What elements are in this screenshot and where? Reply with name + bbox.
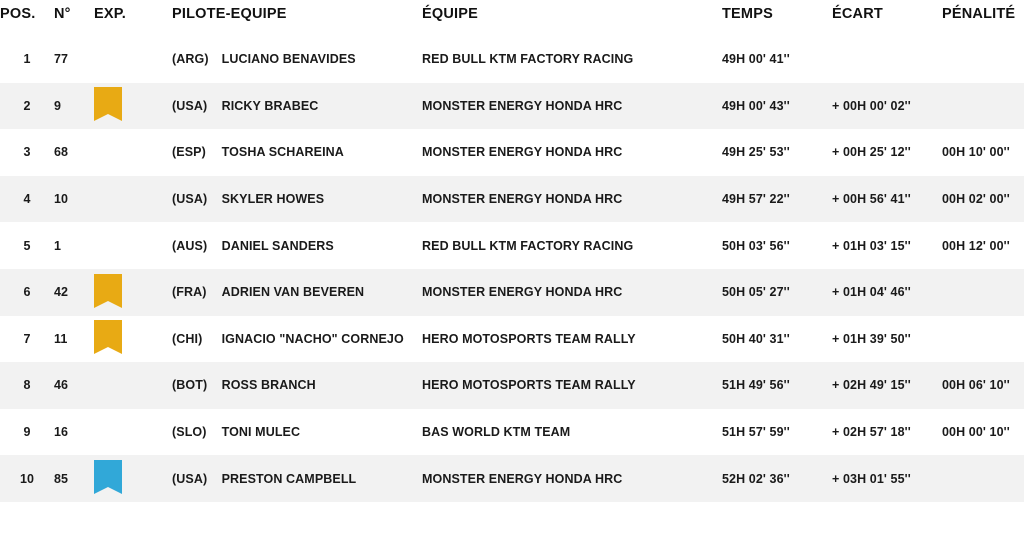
pilot-country-code: (ESP): [172, 145, 206, 160]
pilot-country-code: (AUS): [172, 238, 208, 253]
exp-flag-icon: [94, 87, 122, 121]
cell-gap: + 01H 03' 15'': [832, 238, 911, 253]
pilot-country-code: (FRA): [172, 285, 207, 300]
cell-exp: [94, 455, 172, 502]
cell-position: 4: [23, 192, 31, 207]
cell-team: MONSTER ENERGY HONDA HRC: [422, 471, 623, 486]
cell-penalty: 00H 02' 00'': [942, 192, 1010, 207]
cell-pilot: [172, 455, 422, 502]
pilot-country-code: (BOT): [172, 378, 208, 393]
pilot-name: IGNACIO "NACHO" CORNEJO: [221, 331, 404, 346]
column-header-time: TEMPS: [722, 6, 773, 22]
pilot-country-code: (USA): [172, 471, 208, 486]
cell-time: 50H 03' 56'': [722, 238, 790, 253]
pilot-name: LUCIANO BENAVIDES: [221, 52, 356, 67]
cell-team: RED BULL KTM FACTORY RACING: [422, 238, 634, 253]
cell-position: 8: [23, 378, 31, 393]
cell-number: 68: [54, 145, 69, 160]
cell-team: HERO MOTOSPORTS TEAM RALLY: [422, 378, 636, 393]
cell-pilot: [172, 316, 422, 363]
cell-pilot: [172, 129, 422, 176]
cell-position: 5: [23, 238, 31, 253]
cell-exp: [94, 316, 172, 363]
cell-pilot: [172, 222, 422, 269]
cell-penalty: 00H 12' 00'': [942, 238, 1010, 253]
cell-exp: [94, 362, 172, 409]
cell-team: MONSTER ENERGY HONDA HRC: [422, 192, 623, 207]
pilot-name: ADRIEN VAN BEVEREN: [221, 285, 365, 300]
cell-gap: + 02H 49' 15'': [832, 378, 911, 393]
pilot-name: DANIEL SANDERS: [221, 238, 334, 253]
table-header-row: [0, 6, 1024, 36]
pilot-country-code: (USA): [172, 98, 208, 113]
table-row: [0, 362, 1024, 409]
cell-penalty: 00H 10' 00'': [942, 145, 1010, 160]
cell-time: 50H 40' 31'': [722, 331, 790, 346]
exp-flag-icon: [94, 320, 122, 354]
cell-gap: + 01H 39' 50'': [832, 331, 911, 346]
table-row: [0, 409, 1024, 456]
cell-penalty: [942, 269, 1024, 316]
cell-time: 49H 25' 53'': [722, 145, 790, 160]
pilot-country-code: (USA): [172, 192, 208, 207]
cell-number: 11: [54, 331, 68, 346]
cell-gap: + 00H 00' 02'': [832, 98, 911, 113]
cell-number: 42: [54, 285, 69, 300]
cell-number: 85: [54, 471, 69, 486]
cell-position: 10: [19, 471, 35, 486]
cell-number: 16: [54, 425, 69, 440]
column-header-pos: POS.: [0, 6, 36, 22]
cell-number: 1: [54, 238, 62, 253]
cell-penalty: [942, 455, 1024, 502]
cell-position: 3: [23, 145, 31, 160]
column-header-exp: EXP.: [94, 6, 126, 22]
cell-penalty: 00H 00' 10'': [942, 425, 1010, 440]
cell-time: 49H 57' 22'': [722, 192, 790, 207]
cell-penalty: [942, 36, 1024, 83]
table-row: [0, 269, 1024, 316]
cell-position: 1: [23, 52, 31, 67]
table-row: [0, 36, 1024, 83]
cell-exp: [94, 36, 172, 83]
cell-pilot: [172, 409, 422, 456]
cell-position: 9: [23, 425, 31, 440]
table-row: [0, 176, 1024, 223]
pilot-name: TONI MULEC: [221, 425, 301, 440]
pilot-name: PRESTON CAMPBELL: [221, 471, 357, 486]
cell-number: 77: [54, 52, 69, 67]
pilot-country-code: (SLO): [172, 425, 207, 440]
table-row: [0, 455, 1024, 502]
cell-gap: + 03H 01' 55'': [832, 471, 911, 486]
cell-time: 49H 00' 43'': [722, 98, 790, 113]
cell-time: 49H 00' 41'': [722, 52, 790, 67]
cell-gap: + 00H 25' 12'': [832, 145, 911, 160]
pilot-name: ROSS BRANCH: [221, 378, 316, 393]
table-header: [0, 6, 1024, 36]
pilot-name: TOSHA SCHAREINA: [221, 145, 344, 160]
cell-exp: [94, 129, 172, 176]
cell-number: 9: [54, 98, 62, 113]
column-header-pilot: PILOTE-EQUIPE: [172, 6, 287, 22]
cell-number: 46: [54, 378, 69, 393]
cell-pilot: [172, 83, 422, 130]
cell-time: 52H 02' 36'': [722, 471, 790, 486]
column-header-number: N°: [54, 6, 71, 22]
table-body: [0, 36, 1024, 502]
cell-penalty: 00H 06' 10'': [942, 378, 1010, 393]
cell-gap: [832, 36, 942, 83]
cell-pilot: [172, 176, 422, 223]
cell-team: RED BULL KTM FACTORY RACING: [422, 52, 634, 67]
table-row: [0, 129, 1024, 176]
pilot-country-code: (ARG): [172, 52, 209, 67]
table-row: [0, 222, 1024, 269]
cell-exp: [94, 83, 172, 130]
column-header-gap: ÉCART: [832, 6, 883, 22]
cell-exp: [94, 222, 172, 269]
column-header-penalty: PÉNALITÉ: [942, 6, 1016, 22]
cell-gap: + 00H 56' 41'': [832, 192, 911, 207]
cell-penalty: [942, 316, 1024, 363]
cell-team: MONSTER ENERGY HONDA HRC: [422, 285, 623, 300]
exp-flag-icon: [94, 274, 122, 308]
column-header-team: ÉQUIPE: [422, 6, 478, 22]
cell-position: 2: [23, 98, 31, 113]
cell-penalty: [942, 83, 1024, 130]
cell-team: MONSTER ENERGY HONDA HRC: [422, 98, 623, 113]
cell-position: 7: [23, 331, 31, 346]
cell-gap: + 01H 04' 46'': [832, 285, 911, 300]
cell-pilot: [172, 362, 422, 409]
pilot-country-code: (CHI): [172, 331, 203, 346]
cell-team: MONSTER ENERGY HONDA HRC: [422, 145, 623, 160]
results-table: [0, 6, 1024, 502]
cell-time: 51H 49' 56'': [722, 378, 790, 393]
cell-exp: [94, 409, 172, 456]
cell-gap: + 02H 57' 18'': [832, 425, 911, 440]
exp-flag-icon: [94, 460, 122, 494]
cell-exp: [94, 269, 172, 316]
cell-number: 10: [54, 192, 69, 207]
pilot-name: SKYLER HOWES: [221, 192, 325, 207]
cell-time: 51H 57' 59'': [722, 425, 790, 440]
table-row: [0, 316, 1024, 363]
cell-team: BAS WORLD KTM TEAM: [422, 425, 571, 440]
table-row: [0, 83, 1024, 130]
cell-pilot: [172, 269, 422, 316]
pilot-name: RICKY BRABEC: [221, 98, 319, 113]
cell-position: 6: [23, 285, 31, 300]
cell-exp: [94, 176, 172, 223]
cell-team: HERO MOTOSPORTS TEAM RALLY: [422, 331, 636, 346]
cell-pilot: [172, 36, 422, 83]
cell-time: 50H 05' 27'': [722, 285, 790, 300]
